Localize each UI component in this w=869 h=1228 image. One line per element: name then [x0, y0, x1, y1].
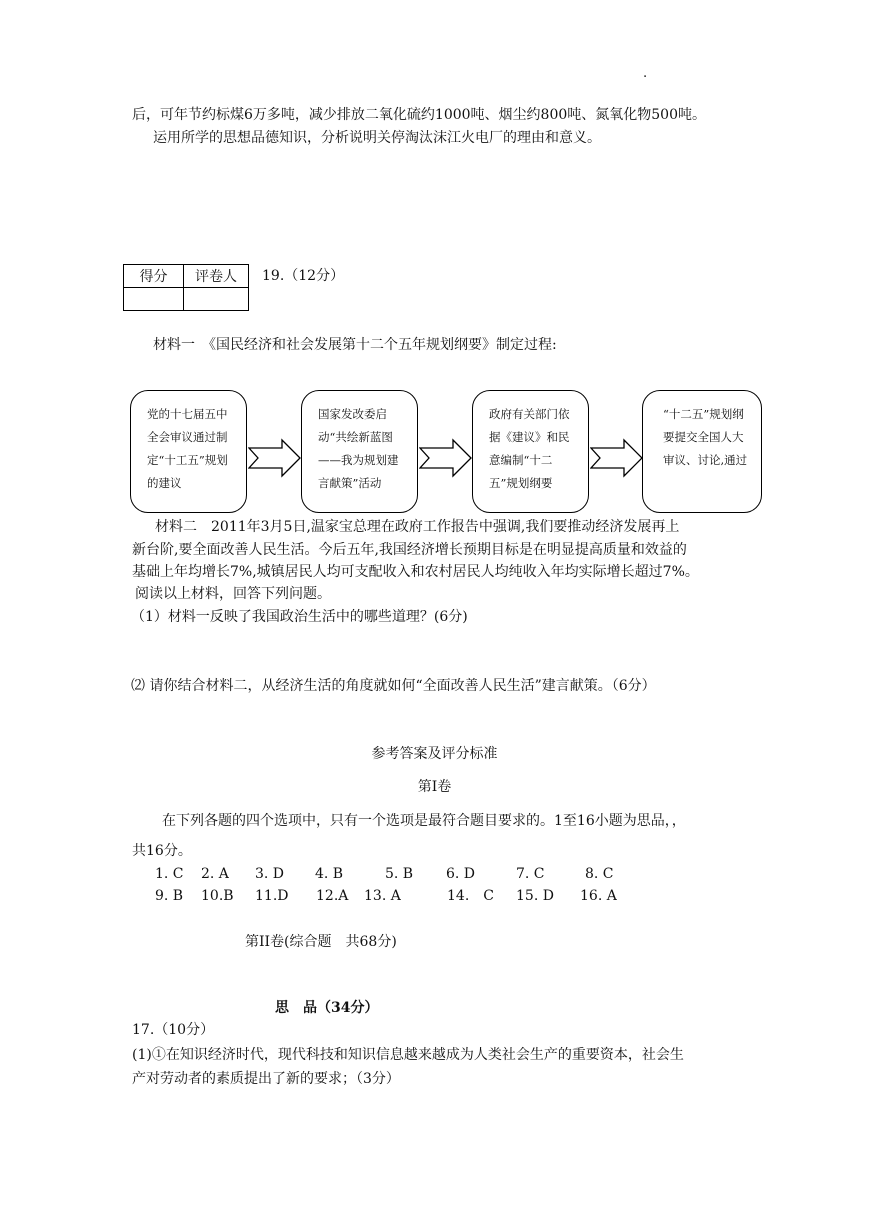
material2-line1: 材料二 2011年3月5日,温家宝总理在政府工作报告中强调,我们要推动经济发展再上	[155, 519, 680, 535]
grader-header: 评卷人	[184, 265, 249, 288]
flow-step-2: 国家发改委启动“共绘新蓝图——我为规划建言献策”活动	[301, 390, 418, 513]
flow-step-1: 党的十七届五中全会审议通过制定“十工五”规划的建议	[130, 390, 247, 513]
answer-1: 1. C	[155, 866, 184, 882]
answer-4: 4. B	[315, 866, 344, 882]
q18-question: 运用所学的思想品德知识，分析说明关停淘汰沫江火电厂的理由和意义。	[153, 130, 601, 146]
flow-step-3: 政府有关部门依据《建议》和民意编制“十二五”规划纲要	[472, 390, 589, 513]
answers-title: 参考答案及评分标准	[371, 746, 498, 762]
answer-11: 11.D	[255, 888, 289, 904]
volume-1-heading: 第Ⅰ卷	[417, 779, 452, 795]
answer-10: 10.B	[201, 888, 234, 904]
answer-7: 7. C	[516, 866, 545, 882]
instruction: 阅读以上材料，回答下列问题。	[135, 586, 331, 602]
answer-9: 9. B	[155, 888, 184, 904]
answers-intro-line2: 共16分。	[132, 843, 192, 859]
volume-2-heading: 第II卷(综合题 共68分)	[245, 934, 397, 950]
q17-answer-line1: (1)①在知识经济时代，现代科技和知识信息越来越成为人类社会生产的重要资本，社会生	[132, 1047, 684, 1063]
answer-5: 5. B	[385, 866, 414, 882]
answer-15: 15. D	[516, 888, 554, 904]
flow-arrow-3	[590, 438, 644, 478]
sub-question-1: （1）材料一反映了我国政治生活中的哪些道理？(6分)	[131, 609, 468, 625]
answer-3: 3. D	[255, 866, 285, 882]
material1-caption: 材料一 《国民经济和社会发展第十二个五年规划纲要》制定过程:	[153, 337, 557, 353]
sub-question-2: ⑵ 请你结合材料二，从经济生活的角度就如何“全面改善人民生活”建言献策。（6分）	[131, 678, 656, 694]
score-header: 得分	[124, 265, 184, 288]
answer-2: 2. A	[201, 866, 229, 882]
q18-text-line1: 后，可年节约标煤6万多吨，减少排放二氧化硫约1000吨、烟尘约800吨、氮氧化物500吨。	[132, 107, 706, 123]
score-cell	[124, 288, 184, 311]
answer-12: 12.A	[316, 888, 349, 904]
q17-answer-line2: 产对劳动者的素质提出了新的要求；（3分）	[132, 1071, 400, 1087]
answers-intro-line1: 在下列各题的四个选项中，只有一个选项是最符合题目要求的。1至16小题为思品，，	[162, 813, 686, 829]
flow-arrow-2	[419, 438, 473, 478]
flow-arrow-1	[248, 438, 302, 478]
material2-line3: 基础上年均增长7%,城镇居民人均可支配收入和农村居民人均纯收入年均实际增长超过7%。	[132, 564, 699, 580]
flow-step-4: “十二五”规划纲要提交全国人大审议、讨论,通过	[642, 390, 762, 513]
answer-8: 8. C	[585, 866, 614, 882]
section-heading: 思 品（34分）	[275, 1000, 379, 1016]
grader-cell	[184, 288, 249, 311]
score-table	[123, 264, 249, 311]
answer-16: 16. A	[580, 888, 617, 904]
material2-line2: 新台阶,要全面改善人民生活。今后五年,我国经济增长预期目标是在明显提高质量和效益的	[132, 542, 687, 558]
answer-14: 14. C	[447, 888, 494, 904]
answer-6: 6. D	[446, 866, 476, 882]
q19-title: 19.（12分）	[262, 268, 345, 284]
answer-13: 13. A	[364, 888, 401, 904]
q17-title: 17.（10分）	[132, 1022, 215, 1038]
header-mark: .	[643, 66, 648, 81]
